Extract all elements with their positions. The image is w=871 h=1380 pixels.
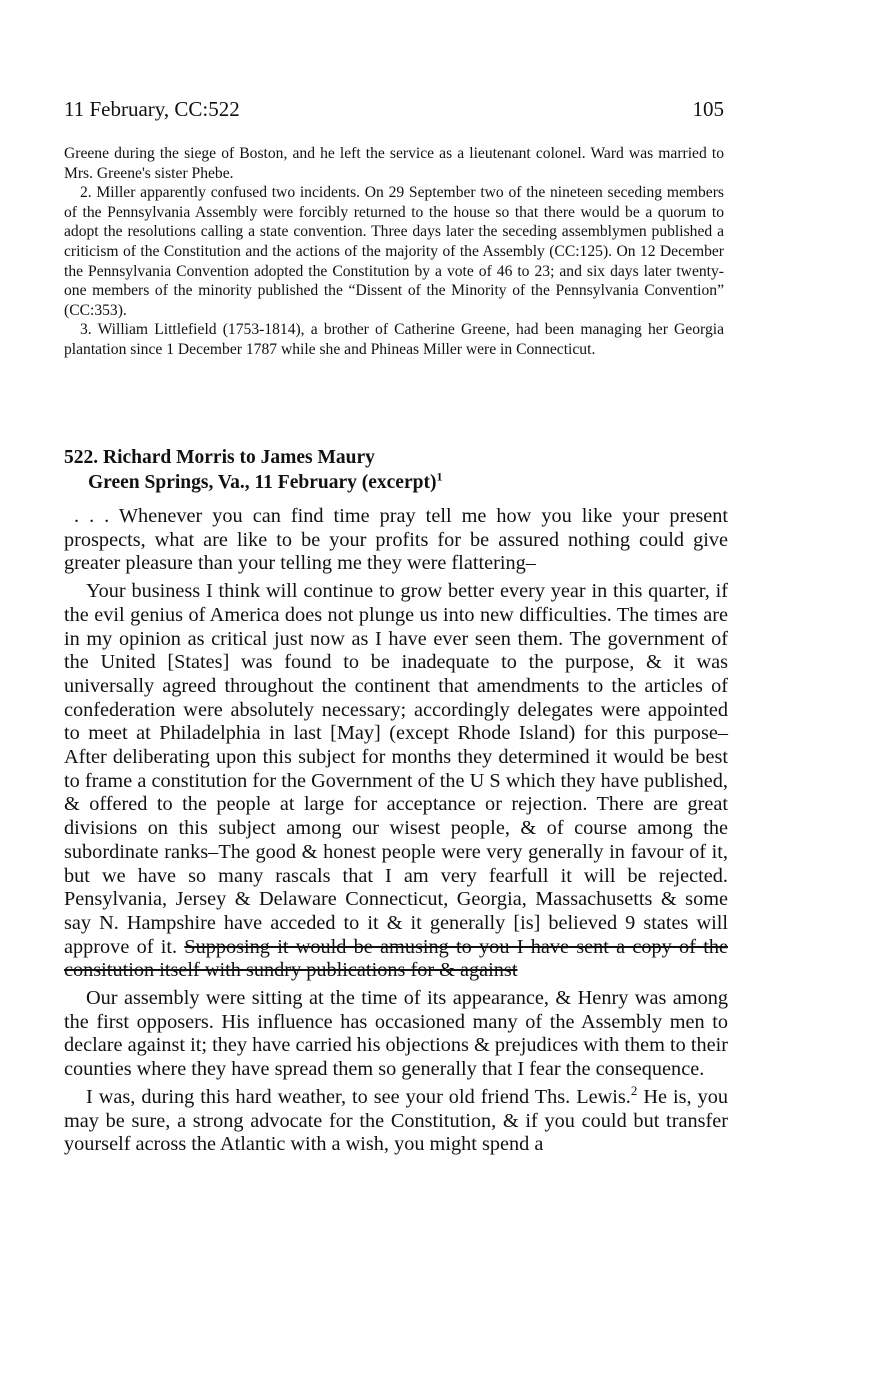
footnote-continuation: Greene during the siege of Boston, and he left the service as a lieutenant colonel. Ward was married to Mrs. Greene's sister Phebe.: [64, 145, 724, 182]
paragraph-2-text: Your business I think will continue to grow better every year in this quarter, if the evil genius of America does not plunge us into new difficulties. The times are in my opinion as critical just now as I have ever seen them. The government of the United [States] was found to be inadequate to the purpose, & it was universally agreed throughout the continent that amendments to the articles of confederation were absolutely necessary; accordingly delegates were appointed to meet at Philadelphia in last [May] (except Rhode Island) for this purpose–After deliberating upon this subject for months they determined it would be best to frame a constitution for the Government of the U S which they have published, & offered to the people at large for acceptance or rejection. There are great divisions on this subject among our wisest people, & of course among the subordinate ranks–The good & honest people were very generally in favour of it, but we have so many rascals that I am very fearfull it will be rejected. Pensylvania, Jersey & Delaware Connecticut, Georgia, Massachusetts & some say N. Hampshire have acceded to it & it generally [is] believed 9 states will approve of it.: [64, 580, 728, 958]
heading-note-ref: 1: [436, 469, 443, 484]
paragraph-2: [64, 580, 728, 983]
document-place-date-text: Green Springs, Va., 11 February (excerpt): [88, 472, 437, 493]
paragraph-4-text-b: He is, you may be sure, a strong advocate for the Constitution, & if you could but transfer yourself across the Atlantic with a wish, you might spend a: [64, 1085, 728, 1156]
document-title: 522. Richard Morris to James Maury: [64, 447, 375, 468]
struck-passage: Supposing it would be amusing to you I have sent a copy of the consitution itself with sundry publications for & against: [64, 935, 728, 982]
page-number: 105: [692, 97, 724, 121]
footnotes: [64, 144, 724, 360]
footnote-3: 3. William Littlefield (1753-1814), a brother of Catherine Greene, had been managing her Georgia plantation since 1 December 1787 while she and Phineas Miller were in Connecticut.: [64, 321, 724, 358]
footnote-2: 2. Miller apparently confused two incidents. On 29 September two of the nineteen seceding members of the Pennsylvania Assembly were forcibly returned to the house so that there would be a quorum to adopt the resolutions calling a state convention. Three days later the seceding assemblymen published a criticism of the Constitution and the actions of the majority of the Assembly (CC:125). On 12 December the Pennsylvania Convention adopted the Constitution by a vote of 46 to 23; and six days later twenty-one members of the minority published the “Dissent of the Minority of the Pennsylvania Convention” (CC:353).: [64, 184, 724, 319]
running-head-left: 11 February, CC:522: [64, 97, 240, 121]
document-heading: [64, 445, 724, 495]
letter-body: [64, 505, 728, 1157]
paragraph-4: [64, 1083, 728, 1157]
note-ref-2: 2: [630, 1083, 638, 1099]
paragraph-1: . . . Whenever you can find time pray tell me how you like your present prospects, what are like to be your profits for be assured nothing could give greater pleasure than your telling me they were flattering–: [64, 505, 728, 575]
paragraph-3: Our assembly were sitting at the time of its appearance, & Henry was among the first opposers. His influence has occasioned many of the Assembly men to declare against it; they have carried his objections & prejudices with them to their counties where they have spread them so generally that I fear the consequence.: [64, 987, 728, 1081]
document-place-date: [64, 470, 724, 495]
paragraph-4-text-a: I was, during this hard weather, to see your old friend Ths. Lewis.: [86, 1085, 631, 1108]
